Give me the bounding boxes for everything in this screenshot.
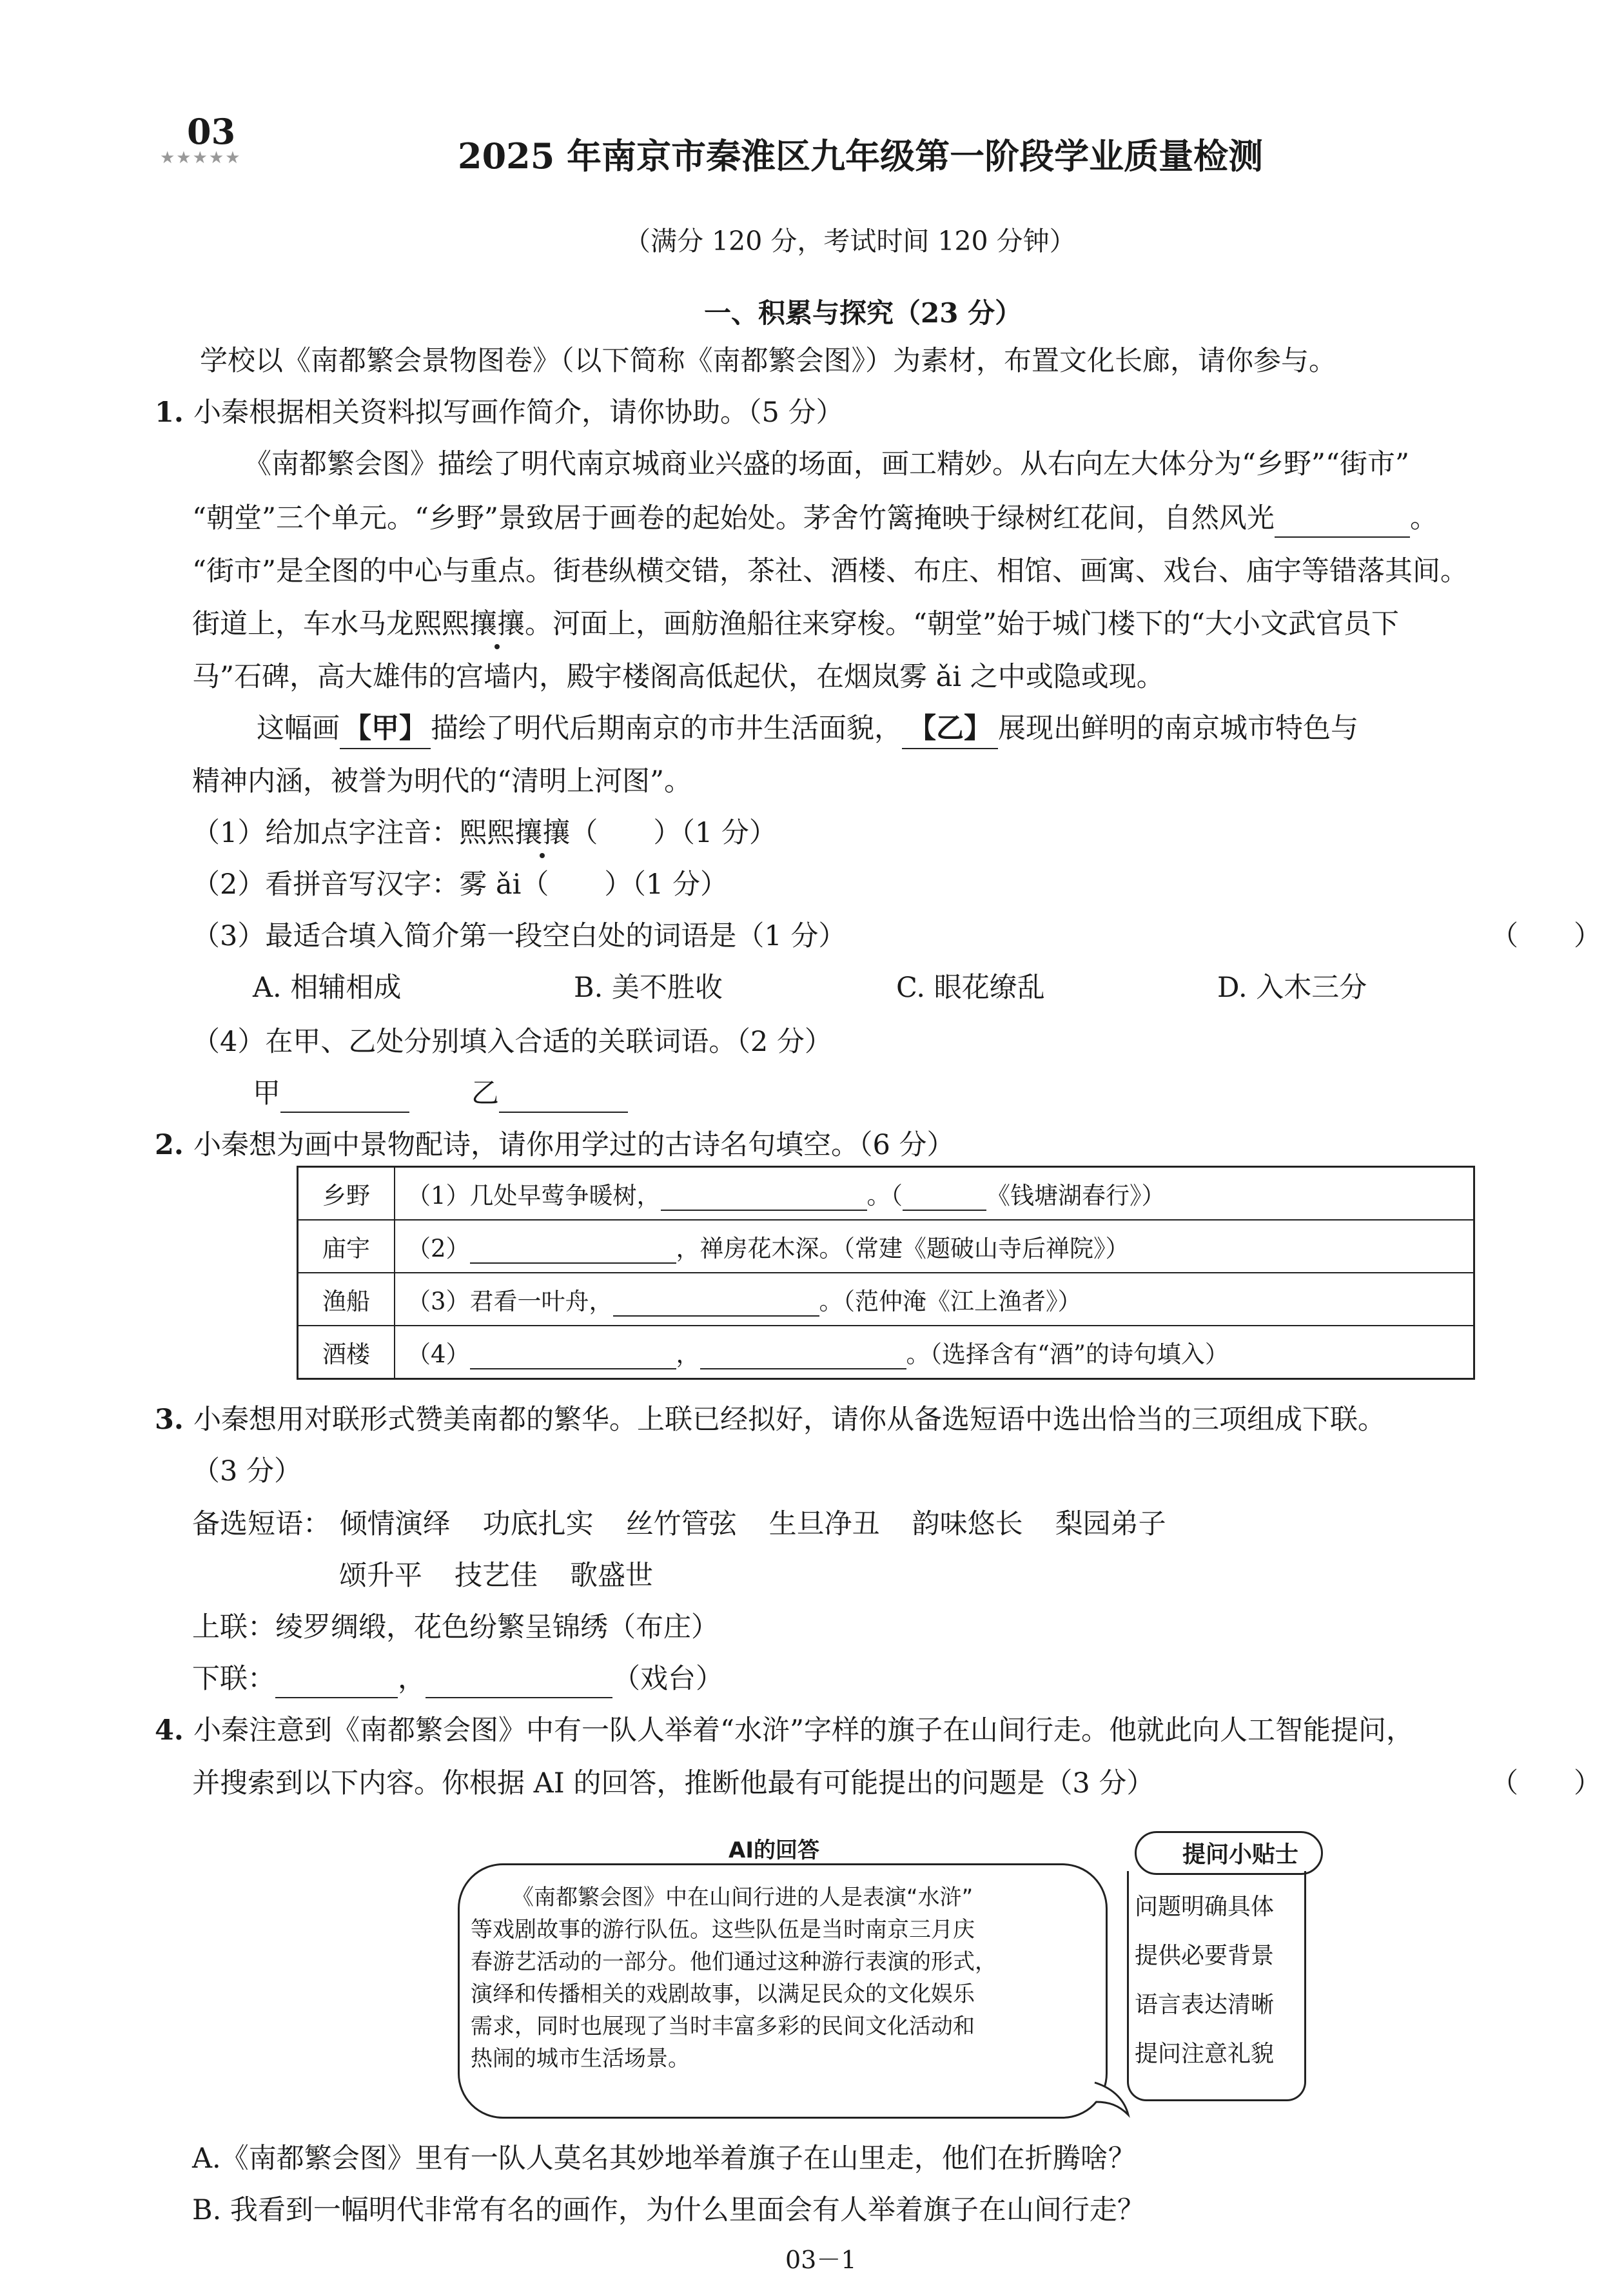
q1-para-text: 展现出鲜明的南京城市特色与 (998, 712, 1358, 745)
tip-item: 提供必要背景 (1135, 1943, 1275, 1969)
phrase-option[interactable]: 歌盛世 (570, 1560, 653, 1592)
table-row (298, 1167, 1474, 1221)
option-d[interactable]: D. 入木三分 (1217, 972, 1367, 1004)
cell-text: 。（ (866, 1182, 903, 1210)
q1-para-line: 马”石碑，高大雄伟的宫墙内，殿宇楼阁高低起伏，在烟岚雾 ǎi 之中或隐或现。 (192, 661, 1164, 693)
q3-score: （3 分） (192, 1455, 302, 1487)
phrase-option[interactable]: 颂升平 (339, 1560, 422, 1592)
row-content (395, 1220, 1474, 1273)
blank-jia-answer[interactable] (280, 1083, 409, 1113)
poem-blank[interactable] (661, 1186, 867, 1211)
exam-subtitle: （满分 120 分，考试时间 120 分钟） (624, 226, 1076, 257)
q1-sub1 (192, 814, 777, 852)
q1-para-line: “街市”是全图的中心与重点。街巷纵横交错，茶社、酒楼、布庄、相馆、画寓、戏台、庙宇等错落其间。 (192, 555, 1468, 587)
q1-sub4-answers (253, 1074, 628, 1113)
page-title: 2025 年南京市秦淮区九年级第一阶段学业质量检测 (458, 135, 1264, 177)
q1-para-text: “朝堂”三个单元。“乡野”景致居于画卷的起始处。茅舍竹篱掩映于绿树红花间，自然风光 (192, 502, 1275, 534)
q1-number: 1. (155, 397, 184, 429)
tip-item: 提问注意礼貌 (1135, 2041, 1275, 2067)
q1-para-text: 。河面上，画舫渔船往来穿梭。“朝堂”始于城门楼下的“大小文武官员下 (525, 608, 1399, 640)
lower-couplet (192, 1660, 723, 1698)
upper-couplet: 上联：绫罗绸缎，花色纷繁呈锦绣（布庄） (192, 1611, 719, 1643)
q1-sub4: （4）在甲、乙处分别填入合适的关联词语。（2 分） (192, 1026, 832, 1058)
row-key: 乡野 (298, 1167, 395, 1221)
q3-options-row1 (192, 1505, 1166, 1544)
blank-yi-answer[interactable] (499, 1083, 628, 1113)
ai-line: 等戏剧故事的游行队伍。这些队伍是当时南京三月庆 (471, 1917, 975, 1943)
lower-suffix: （戏台） (612, 1663, 723, 1695)
poem-blank[interactable] (613, 1292, 819, 1317)
lower-blank-2[interactable] (426, 1669, 612, 1698)
phrase-option[interactable]: 丝竹管弦 (625, 1508, 737, 1540)
blank-yi[interactable]: 【乙】 (902, 709, 998, 749)
cell-text: 。（选择含有“酒”的诗句填入） (906, 1340, 1229, 1368)
tips-title: 提问小贴士 (1182, 1841, 1299, 1868)
poem-blank[interactable] (470, 1239, 676, 1264)
row-key: 渔船 (298, 1273, 395, 1326)
yi-label: 乙 (471, 1077, 499, 1110)
q4-option-b[interactable]: B. 我看到一幅明代非常有名的画作，为什么里面会有人举着旗子在山间行走？ (192, 2194, 1145, 2226)
tips-list (1135, 1883, 1274, 2079)
table-row (298, 1220, 1474, 1273)
q1-stem: 小秦根据相关资料拟写画作简介，请你协助。（5 分） (193, 397, 844, 429)
q4-stem-line2: 并搜索到以下内容。你根据 AI 的回答，推断他最有可能提出的问题是（3 分） (192, 1767, 1155, 1800)
options-label: 备选短语： (192, 1508, 331, 1540)
jia-label: 甲 (253, 1077, 280, 1110)
ai-line: 热闹的城市生活场景。 (471, 2046, 690, 2072)
q3-options-row2 (339, 1556, 653, 1595)
option-a[interactable]: A. 相辅相成 (253, 972, 402, 1004)
option-b[interactable]: B. 美不胜收 (574, 972, 723, 1004)
q4-answer-paren[interactable]: （ ） (1491, 1767, 1601, 1800)
poem-blank[interactable] (700, 1345, 906, 1369)
q1-sub2: （2）看拼音写汉字：雾 ǎi（ ）（1 分） (192, 868, 728, 901)
phrase-option[interactable]: 梨园弟子 (1055, 1508, 1166, 1540)
sub-text: （1）给加点字注音：熙熙 (192, 817, 515, 849)
q2-number: 2. (155, 1129, 184, 1161)
ai-line: 演绎和传播相关的戏剧故事，以满足民众的文化娱乐 (471, 1981, 975, 2007)
q1-para-text: 描绘了明代后期南京的市井生活面貌， (431, 712, 902, 745)
phrase-option[interactable]: 倾情演绎 (339, 1508, 451, 1540)
lower-label: 下联： (192, 1663, 275, 1695)
row-content (395, 1326, 1474, 1379)
tip-item: 问题明确具体 (1135, 1894, 1275, 1920)
q1-para-line (192, 605, 1399, 643)
row-key: 酒楼 (298, 1326, 395, 1379)
ai-answer-text (471, 1881, 997, 2075)
cell-text: （4） (407, 1340, 470, 1368)
page-number: 03－1 (785, 2246, 857, 2274)
row-content (395, 1273, 1474, 1326)
q1-para-line (192, 499, 1438, 538)
q3-stem: 小秦想用对联形式赞美南都的繁华。上联已经拟好，请你从备选短语中选出恰当的三项组成下联。 (193, 1404, 1385, 1436)
cell-text: 。（范仲淹《江上渔者》） (819, 1288, 1082, 1315)
q2-stem: 小秦想为画中景物配诗，请你用学过的古诗名句填空。（6 分） (193, 1129, 955, 1161)
dotted-chars: 攘攘 (469, 608, 525, 640)
phrase-option[interactable]: 生旦净丑 (768, 1508, 880, 1540)
comma: ， (398, 1663, 426, 1695)
ai-line: 春游艺活动的一部分。他们通过这种游行表演的形式， (471, 1949, 997, 1975)
page-badge: 03 (187, 111, 236, 152)
blank-jia[interactable]: 【甲】 (340, 709, 431, 749)
q4-option-a[interactable]: A.《南都繁会图》里有一队人莫名其妙地举着旗子在山里走，他们在折腾啥？ (192, 2143, 1136, 2175)
cell-text: （1）几处早莺争暖树， (407, 1182, 661, 1210)
poem-blank[interactable] (470, 1345, 676, 1369)
dotted-chars: 攘攘 (514, 817, 571, 849)
ai-line: 《南都繁会图》中在山间行进的人是表演“水浒” (512, 1885, 973, 1910)
intro-text: 学校以《南都繁会景物图卷》（以下简称《南都繁会图》）为素材，布置文化长廊，请你参与。 (200, 345, 1336, 377)
phrase-option[interactable]: 韵味悠长 (912, 1508, 1023, 1540)
tip-item: 语言表达清晰 (1135, 1992, 1275, 2018)
q3-number: 3. (155, 1404, 184, 1436)
phrase-option[interactable]: 功底扎实 (482, 1508, 594, 1540)
section-heading: 一、积累与探究（23 分） (704, 297, 1022, 329)
cell-text: （3）君看一叶舟， (407, 1288, 613, 1315)
cell-text: （2） (407, 1235, 470, 1262)
poem-table (297, 1166, 1475, 1380)
q1-para-line: 《南都繁会图》描绘了明代南京城商业兴盛的场面，画工精妙。从右向左大体分为“乡野”“街市” (244, 448, 1409, 480)
q1-sub3: （3）最适合填入简介第一段空白处的词语是（1 分） (192, 920, 846, 952)
option-c[interactable]: C. 眼花缭乱 (896, 972, 1045, 1004)
blank-landscape[interactable] (1275, 508, 1410, 538)
q4-number: 4. (155, 1714, 184, 1747)
ai-line: 需求，同时也展现了当时丰富多彩的民间文化活动和 (471, 2014, 975, 2039)
table-row (298, 1273, 1474, 1326)
sub-text: （ ）（1 分） (570, 817, 777, 849)
q1-para2-line: 精神内涵，被誉为明代的“清明上河图”。 (192, 765, 692, 798)
q1-para-text: 街道上，车水马龙熙熙 (192, 608, 469, 640)
q1-sub3-answer-paren[interactable]: （ ） (1491, 920, 1601, 952)
ai-answer-title: AI的回答 (729, 1838, 819, 1863)
q4-stem-line1: 小秦注意到《南都繁会图》中有一队人举着“水浒”字样的旗子在山间行走。他就此向人工智能提问， (193, 1714, 1414, 1747)
cell-text: ， (676, 1340, 700, 1368)
poet-blank[interactable] (903, 1186, 986, 1211)
badge-stars-icon: ★★★★★ (160, 148, 242, 168)
lower-blank-1[interactable] (275, 1669, 398, 1698)
q1-para-text: 这幅画 (257, 712, 340, 745)
row-content (395, 1167, 1474, 1221)
table-row (298, 1326, 1474, 1379)
phrase-option[interactable]: 技艺佳 (455, 1560, 538, 1592)
row-key: 庙宇 (298, 1220, 395, 1273)
cell-text: 《钱塘湖春行》） (986, 1182, 1166, 1210)
q1-para2-line (257, 709, 1358, 749)
cell-text: ，禅房花木深。（常建《题破山寺后禅院》） (676, 1235, 1130, 1262)
period: 。 (1409, 502, 1438, 534)
